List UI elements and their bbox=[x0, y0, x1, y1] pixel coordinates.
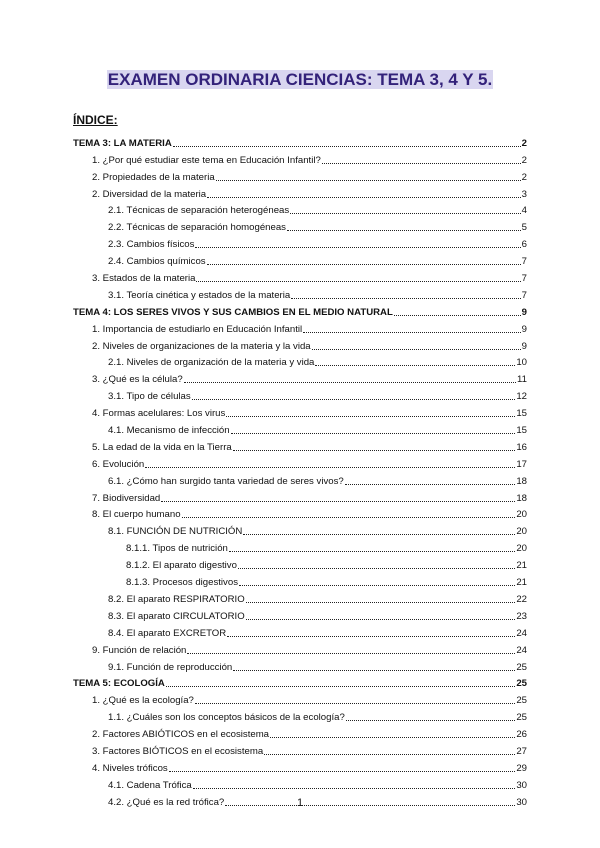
toc-entry-page: 22 bbox=[516, 593, 527, 605]
toc-entry[interactable] bbox=[73, 656, 527, 673]
toc-dot-leader bbox=[394, 315, 521, 316]
toc-entry-title: 3. ¿Qué es la célula? bbox=[92, 374, 183, 386]
toc-dot-leader bbox=[239, 585, 515, 586]
toc-dot-leader bbox=[264, 754, 515, 755]
toc-entry-page: 7 bbox=[521, 256, 527, 268]
toc-entry-page: 26 bbox=[516, 729, 527, 741]
toc-dot-leader bbox=[231, 433, 516, 434]
toc-entry-page: 4 bbox=[521, 205, 527, 217]
toc-entry-page: 16 bbox=[516, 441, 527, 453]
toc-entry[interactable] bbox=[73, 183, 527, 200]
toc-entry[interactable] bbox=[73, 368, 527, 385]
toc-dot-leader bbox=[238, 568, 515, 569]
toc-entry-title: 9.1. Función de reproducción bbox=[108, 661, 233, 673]
toc-dot-leader bbox=[193, 788, 516, 789]
toc-entry-title: 3. Estados de la materia bbox=[92, 273, 196, 285]
toc-entry-title: TEMA 3: LA MATERIA bbox=[73, 137, 172, 149]
toc-dot-leader bbox=[287, 230, 521, 231]
toc-dot-leader bbox=[246, 602, 516, 603]
toc-dot-leader bbox=[184, 382, 516, 383]
toc-entry-page: 2 bbox=[521, 137, 527, 149]
toc-entry-title: 4.1. Cadena Trófica bbox=[108, 779, 192, 791]
toc-section-heading[interactable] bbox=[73, 673, 527, 690]
toc-entry-page: 25 bbox=[516, 661, 527, 673]
toc-entry-title: 8.4. El aparato EXCRETOR bbox=[108, 627, 227, 639]
toc-entry[interactable] bbox=[73, 588, 527, 605]
toc-entry-page: 9 bbox=[521, 340, 527, 352]
toc-entry[interactable] bbox=[73, 216, 527, 233]
toc-dot-leader bbox=[166, 686, 515, 687]
toc-entry-title: 6.1. ¿Cómo han surgido tanta variedad de seres vivos? bbox=[108, 475, 344, 487]
toc-entry-page: 9 bbox=[521, 306, 527, 318]
toc-entry[interactable] bbox=[73, 639, 527, 656]
toc-entry-page: 5 bbox=[521, 222, 527, 234]
toc-dot-leader bbox=[246, 619, 516, 620]
toc-entry-page: 27 bbox=[516, 745, 527, 757]
toc-entry[interactable] bbox=[73, 689, 527, 706]
document-title-text: EXAMEN ORDINARIA CIENCIAS: TEMA 3, 4 Y 5. bbox=[107, 70, 493, 89]
toc-entry-page: 20 bbox=[516, 509, 527, 521]
toc-entry[interactable] bbox=[73, 149, 527, 166]
toc-dot-leader bbox=[216, 180, 521, 181]
toc-entry-page: 15 bbox=[516, 425, 527, 437]
toc-entry-page: 23 bbox=[516, 610, 527, 622]
toc-entry[interactable] bbox=[73, 757, 527, 774]
toc-entry-page: 24 bbox=[516, 644, 527, 656]
toc-dot-leader bbox=[291, 298, 520, 299]
toc-dot-leader bbox=[173, 146, 521, 147]
toc-entry[interactable] bbox=[73, 774, 527, 791]
toc-entry-page: 9 bbox=[521, 323, 527, 335]
toc-entry-title: 2.1. Técnicas de separación heterogéneas bbox=[108, 205, 290, 217]
toc-entry[interactable] bbox=[73, 250, 527, 267]
toc-entry-title: 8. El cuerpo humano bbox=[92, 509, 181, 521]
toc-section-heading[interactable] bbox=[73, 301, 527, 318]
toc-entry[interactable] bbox=[73, 520, 527, 537]
toc-entry[interactable] bbox=[73, 166, 527, 183]
toc-entry-title: 3.1. Teoría cinética y estados de la materia bbox=[108, 289, 291, 301]
toc-entry-title: 4.2. ¿Qué es la red trófica? bbox=[108, 796, 225, 808]
toc-entry[interactable] bbox=[73, 385, 527, 402]
toc-dot-leader bbox=[227, 636, 515, 637]
toc-entry[interactable] bbox=[73, 436, 527, 453]
toc-entry[interactable] bbox=[73, 487, 527, 504]
toc-entry-title: 4.1. Mecanismo de infección bbox=[108, 425, 230, 437]
toc-entry-title: 5. La edad de la vida en la Tierra bbox=[92, 441, 232, 453]
toc-entry[interactable] bbox=[73, 318, 527, 335]
toc-entry-title: 1. ¿Por qué estudiar este tema en Educación Infantil? bbox=[92, 154, 321, 166]
toc-dot-leader bbox=[182, 517, 516, 518]
toc-entry-page: 18 bbox=[516, 492, 527, 504]
toc-entry-page: 12 bbox=[516, 391, 527, 403]
toc-dot-leader bbox=[187, 653, 515, 654]
toc-entry[interactable] bbox=[73, 706, 527, 723]
toc-entry-page: 30 bbox=[516, 779, 527, 791]
toc-entry[interactable] bbox=[73, 740, 527, 757]
toc-dot-leader bbox=[345, 484, 516, 485]
page-number: 1 bbox=[296, 797, 304, 809]
toc-dot-leader bbox=[270, 737, 515, 738]
toc-entry-title: 2. Diversidad de la materia bbox=[92, 188, 207, 200]
toc-entry-page: 6 bbox=[521, 239, 527, 251]
toc-entry-title: 2.4. Cambios químicos bbox=[108, 256, 206, 268]
toc-entry-title: 1. Importancia de estudiarlo en Educación Infantil bbox=[92, 323, 303, 335]
toc-entry-page: 21 bbox=[516, 560, 527, 572]
toc-heading: ÍNDICE: bbox=[73, 113, 118, 127]
toc-entry[interactable] bbox=[73, 267, 527, 284]
toc-entry-title: 8.1.3. Procesos digestivos bbox=[126, 577, 238, 589]
toc-entry[interactable] bbox=[73, 233, 527, 250]
toc-entry-title: 8.1.2. El aparato digestivo bbox=[126, 560, 237, 572]
toc-entry-page: 2 bbox=[521, 171, 527, 183]
toc-entry-title: 4. Formas acelulares: Los virus bbox=[92, 408, 226, 420]
toc-dot-leader bbox=[229, 551, 515, 552]
toc-entry[interactable] bbox=[73, 470, 527, 487]
toc-dot-leader bbox=[195, 703, 515, 704]
toc-entry-title: TEMA 4: LOS SERES VIVOS Y SUS CAMBIOS EN EL MEDIO NATURAL bbox=[73, 306, 393, 318]
toc-entry-title: 8.1.1. Tipos de nutrición bbox=[126, 543, 228, 555]
toc-entry[interactable] bbox=[73, 554, 527, 571]
toc-entry[interactable] bbox=[73, 200, 527, 217]
toc-entry-title: 2. Niveles de organizaciones de la materia y la vida bbox=[92, 340, 311, 352]
toc-entry-title: 8.3. El aparato CIRCULATORIO bbox=[108, 610, 245, 622]
toc-entry[interactable] bbox=[73, 723, 527, 740]
toc-dot-leader bbox=[161, 501, 515, 502]
toc-entry-title: 7. Biodiversidad bbox=[92, 492, 161, 504]
toc-entry-page: 20 bbox=[516, 526, 527, 538]
toc-entry-title: 3. Factores BIÓTICOS en el ecosistema bbox=[92, 745, 264, 757]
toc-entry-page: 18 bbox=[516, 475, 527, 487]
toc-entry-page: 7 bbox=[521, 289, 527, 301]
toc-entry-page: 10 bbox=[516, 357, 527, 369]
toc-dot-leader bbox=[196, 281, 520, 282]
toc-dot-leader bbox=[315, 365, 515, 366]
toc-dot-leader bbox=[207, 197, 521, 198]
toc-entry-title: 9. Función de relación bbox=[92, 644, 187, 656]
toc-entry-page: 15 bbox=[516, 408, 527, 420]
toc-dot-leader bbox=[290, 213, 520, 214]
toc-entry-title: 2. Propiedades de la materia bbox=[92, 171, 215, 183]
toc-entry-page: 25 bbox=[516, 695, 527, 707]
toc-dot-leader bbox=[233, 450, 516, 451]
toc-dot-leader bbox=[312, 349, 521, 350]
toc-entry-title: 8.1. FUNCIÓN DE NUTRICIÓN bbox=[108, 526, 243, 538]
toc-dot-leader bbox=[303, 332, 521, 333]
toc-entry-page: 29 bbox=[516, 762, 527, 774]
toc-dot-leader bbox=[243, 534, 515, 535]
toc-entry-title: 3.1. Tipo de células bbox=[108, 391, 191, 403]
document-title bbox=[0, 70, 600, 90]
toc-entry-page: 25 bbox=[516, 678, 527, 690]
toc-entry-page: 3 bbox=[521, 188, 527, 200]
toc-dot-leader bbox=[322, 163, 521, 164]
toc-dot-leader bbox=[192, 399, 516, 400]
toc-entry[interactable] bbox=[73, 335, 527, 352]
table-of-contents bbox=[73, 132, 527, 808]
toc-entry[interactable] bbox=[73, 622, 527, 639]
toc-entry-page: 30 bbox=[516, 796, 527, 808]
toc-entry-title: 2. Factores ABIÓTICOS en el ecosistema bbox=[92, 729, 270, 741]
toc-entry[interactable] bbox=[73, 419, 527, 436]
toc-entry-title: 2.3. Cambios físicos bbox=[108, 239, 195, 251]
toc-entry-title: 6. Evolución bbox=[92, 458, 145, 470]
toc-entry-page: 7 bbox=[521, 273, 527, 285]
toc-entry-title: 8.2. El aparato RESPIRATORIO bbox=[108, 593, 245, 605]
toc-entry-title: 1.1. ¿Cuáles son los conceptos básicos de la ecología? bbox=[108, 712, 345, 724]
toc-dot-leader bbox=[195, 247, 520, 248]
toc-dot-leader bbox=[346, 720, 516, 721]
toc-entry-page: 25 bbox=[516, 712, 527, 724]
toc-entry-page: 11 bbox=[517, 374, 527, 386]
toc-entry-title: 1. ¿Qué es la ecología? bbox=[92, 695, 194, 707]
toc-entry-page: 2 bbox=[521, 154, 527, 166]
toc-dot-leader bbox=[169, 771, 516, 772]
toc-section-heading[interactable] bbox=[73, 132, 527, 149]
toc-entry[interactable] bbox=[73, 284, 527, 301]
toc-dot-leader bbox=[145, 467, 515, 468]
toc-entry[interactable] bbox=[73, 352, 527, 369]
toc-entry[interactable] bbox=[73, 402, 527, 419]
toc-entry-page: 17 bbox=[516, 458, 527, 470]
toc-entry-title: 2.2. Técnicas de separación homogéneas bbox=[108, 222, 286, 234]
toc-entry[interactable] bbox=[73, 537, 527, 554]
toc-entry[interactable] bbox=[73, 605, 527, 622]
toc-entry-title: 2.1. Niveles de organización de la materia y vida bbox=[108, 357, 315, 369]
toc-dot-leader bbox=[233, 670, 515, 671]
toc-entry[interactable] bbox=[73, 453, 527, 470]
toc-entry-page: 24 bbox=[516, 627, 527, 639]
toc-entry-title: TEMA 5: ECOLOGÍA bbox=[73, 678, 165, 690]
toc-entry[interactable] bbox=[73, 504, 527, 521]
toc-entry-page: 21 bbox=[516, 577, 527, 589]
toc-entry-page: 20 bbox=[516, 543, 527, 555]
toc-dot-leader bbox=[226, 416, 515, 417]
toc-entry[interactable] bbox=[73, 571, 527, 588]
toc-dot-leader bbox=[207, 264, 521, 265]
toc-entry-title: 4. Niveles tróficos bbox=[92, 762, 168, 774]
